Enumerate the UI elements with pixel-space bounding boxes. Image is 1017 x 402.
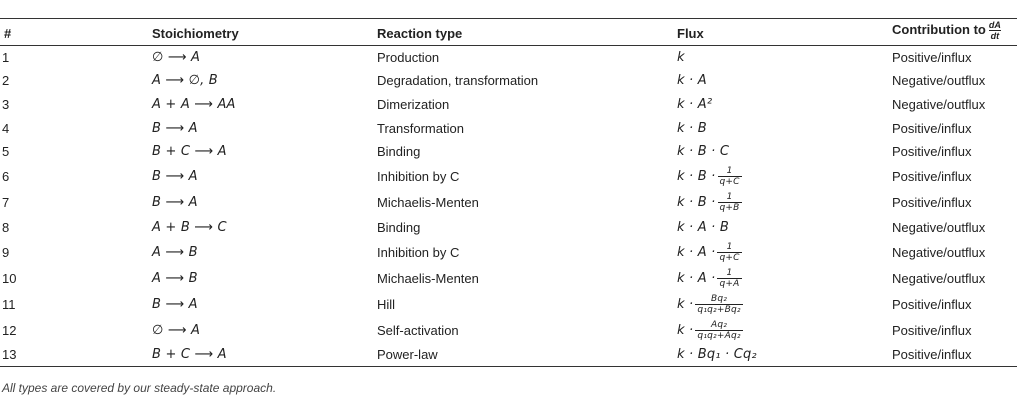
row-flux (673, 317, 888, 343)
row-stoichiometry: B ⟶ A (152, 120, 198, 136)
row-contribution: Positive/influx (892, 168, 972, 184)
table-row (0, 215, 1017, 239)
header-reaction-type: Reaction type (373, 19, 673, 46)
flux-expression: k · B (677, 120, 707, 136)
row-contribution: Negative/outflux (892, 270, 986, 286)
row-contribution: Negative/outflux (892, 73, 986, 89)
flux-denominator: q+C (719, 176, 740, 187)
row-number: 7 (2, 194, 10, 210)
flux-numerator: 1 (718, 166, 742, 177)
row-number: 8 (2, 219, 10, 235)
header-derivative (989, 20, 1001, 41)
flux-fraction (718, 192, 742, 213)
row-flux (673, 215, 888, 239)
row-reaction-type: Binding (377, 144, 421, 160)
table-row (0, 189, 1017, 215)
row-number: 11 (2, 296, 16, 312)
flux-expression: k · A² (677, 96, 713, 112)
header-contribution-label: Contribution to (892, 21, 986, 37)
flux-fraction (717, 242, 741, 263)
header-flux: Flux (673, 19, 888, 46)
row-number: 1 (2, 50, 10, 66)
table-row (0, 239, 1017, 265)
flux-expression: k (677, 50, 685, 66)
row-stoichiometry: A + B ⟶ C (152, 219, 227, 235)
flux-fraction (718, 166, 742, 187)
row-contribution: Positive/influx (888, 343, 1017, 367)
row-stoichiometry: B + C ⟶ A (148, 343, 373, 367)
flux-expression: k · B · (677, 194, 716, 210)
row-reaction-type: Degradation, transformation (377, 73, 539, 89)
flux-expression: k · B · (677, 168, 716, 184)
row-reaction-type: Production (377, 50, 440, 66)
row-number: 13 (0, 343, 148, 367)
table-footnote: All types are covered by our steady-state approach. (2, 381, 277, 395)
row-flux (673, 291, 888, 317)
row-stoichiometry: ∅ ⟶ A (152, 50, 201, 66)
row-contribution: Negative/outflux (892, 96, 986, 112)
row-stoichiometry: B ⟶ A (152, 168, 198, 184)
flux-numerator: 1 (717, 268, 741, 279)
row-stoichiometry: ∅ ⟶ A (152, 322, 201, 338)
flux-expression: k · A · (677, 244, 716, 260)
table-row (0, 317, 1017, 343)
row-stoichiometry: A ⟶ ∅, B (152, 73, 218, 89)
flux-numerator: 1 (718, 192, 742, 203)
row-number: 12 (2, 322, 17, 338)
row-flux (673, 265, 888, 291)
flux-expression: k · Bq₁ · Cq₂ (677, 347, 757, 363)
table-row (0, 116, 1017, 140)
flux-expression: k · A (677, 73, 707, 89)
flux-numerator: 1 (717, 242, 741, 253)
flux-expression: k · (677, 322, 694, 338)
flux-numerator: Aq₂ (695, 320, 742, 331)
row-flux (673, 239, 888, 265)
row-reaction-type: Michaelis-Menten (377, 194, 479, 210)
row-number: 9 (2, 244, 10, 260)
table-row (0, 291, 1017, 317)
row-reaction-type: Dimerization (377, 96, 450, 112)
row-reaction-type: Michaelis-Menten (377, 270, 479, 286)
flux-denominator: q₁q₂+Aq₂ (697, 330, 741, 341)
flux-denominator: q₁q₂+Bq₂ (697, 304, 741, 315)
header-stoichiometry: Stoichiometry (148, 19, 373, 46)
header-row (0, 19, 1017, 46)
row-contribution: Positive/influx (892, 194, 972, 210)
row-contribution: Positive/influx (892, 144, 972, 160)
row-flux (673, 140, 888, 164)
row-stoichiometry: A ⟶ B (152, 244, 198, 260)
row-stoichiometry: B ⟶ A (152, 296, 198, 312)
header-derivative-den: dt (990, 31, 1000, 41)
row-stoichiometry: A + A ⟶ AA (152, 96, 236, 112)
row-reaction-type: Hill (377, 296, 396, 312)
row-flux (673, 189, 888, 215)
flux-denominator: q+A (719, 278, 740, 289)
flux-expression: k · (677, 296, 694, 312)
flux-denominator: q+C (719, 252, 740, 263)
flux-fraction (695, 320, 742, 341)
flux-denominator: q+B (719, 202, 740, 213)
row-flux (673, 46, 888, 70)
table-row (0, 140, 1017, 164)
header-derivative-num: dA (988, 20, 1001, 30)
flux-expression: k · A · B (677, 219, 729, 235)
flux-numerator: Bq₂ (695, 294, 742, 305)
table-row (0, 163, 1017, 189)
row-flux (673, 69, 888, 93)
row-flux (673, 116, 888, 140)
table-row (0, 265, 1017, 291)
row-number: 2 (2, 73, 10, 89)
row-number: 5 (2, 144, 10, 160)
row-reaction-type: Binding (377, 219, 421, 235)
row-reaction-type: Transformation (377, 120, 464, 136)
row-flux (673, 93, 888, 117)
table-row (0, 46, 1017, 70)
header-number: # (0, 19, 148, 46)
row-contribution: Negative/outflux (892, 219, 986, 235)
row-reaction-type: Inhibition by C (377, 168, 460, 184)
table-row (0, 343, 1017, 367)
row-reaction-type: Power-law (373, 343, 673, 367)
row-contribution: Positive/influx (892, 120, 972, 136)
table-row (0, 93, 1017, 117)
row-stoichiometry: B ⟶ A (152, 194, 198, 210)
flux-fraction (717, 268, 741, 289)
header-contribution (888, 19, 1017, 46)
flux-fraction (695, 294, 742, 315)
row-stoichiometry: B + C ⟶ A (152, 144, 227, 160)
reaction-table (0, 18, 1017, 367)
flux-expression: k · B · C (677, 144, 730, 160)
row-flux (673, 163, 888, 189)
row-number: 4 (2, 120, 10, 136)
flux-expression: k · A · (677, 270, 716, 286)
row-flux (673, 343, 888, 367)
row-reaction-type: Self-activation (377, 322, 459, 338)
row-contribution: Positive/influx (892, 296, 972, 312)
row-number: 3 (2, 96, 10, 112)
row-reaction-type: Inhibition by C (377, 244, 460, 260)
row-contribution: Positive/influx (892, 50, 972, 66)
row-number: 6 (2, 168, 10, 184)
row-contribution: Positive/influx (892, 322, 972, 338)
table-row (0, 69, 1017, 93)
row-contribution: Negative/outflux (892, 244, 986, 260)
row-number: 10 (2, 270, 17, 286)
row-stoichiometry: A ⟶ B (152, 270, 198, 286)
